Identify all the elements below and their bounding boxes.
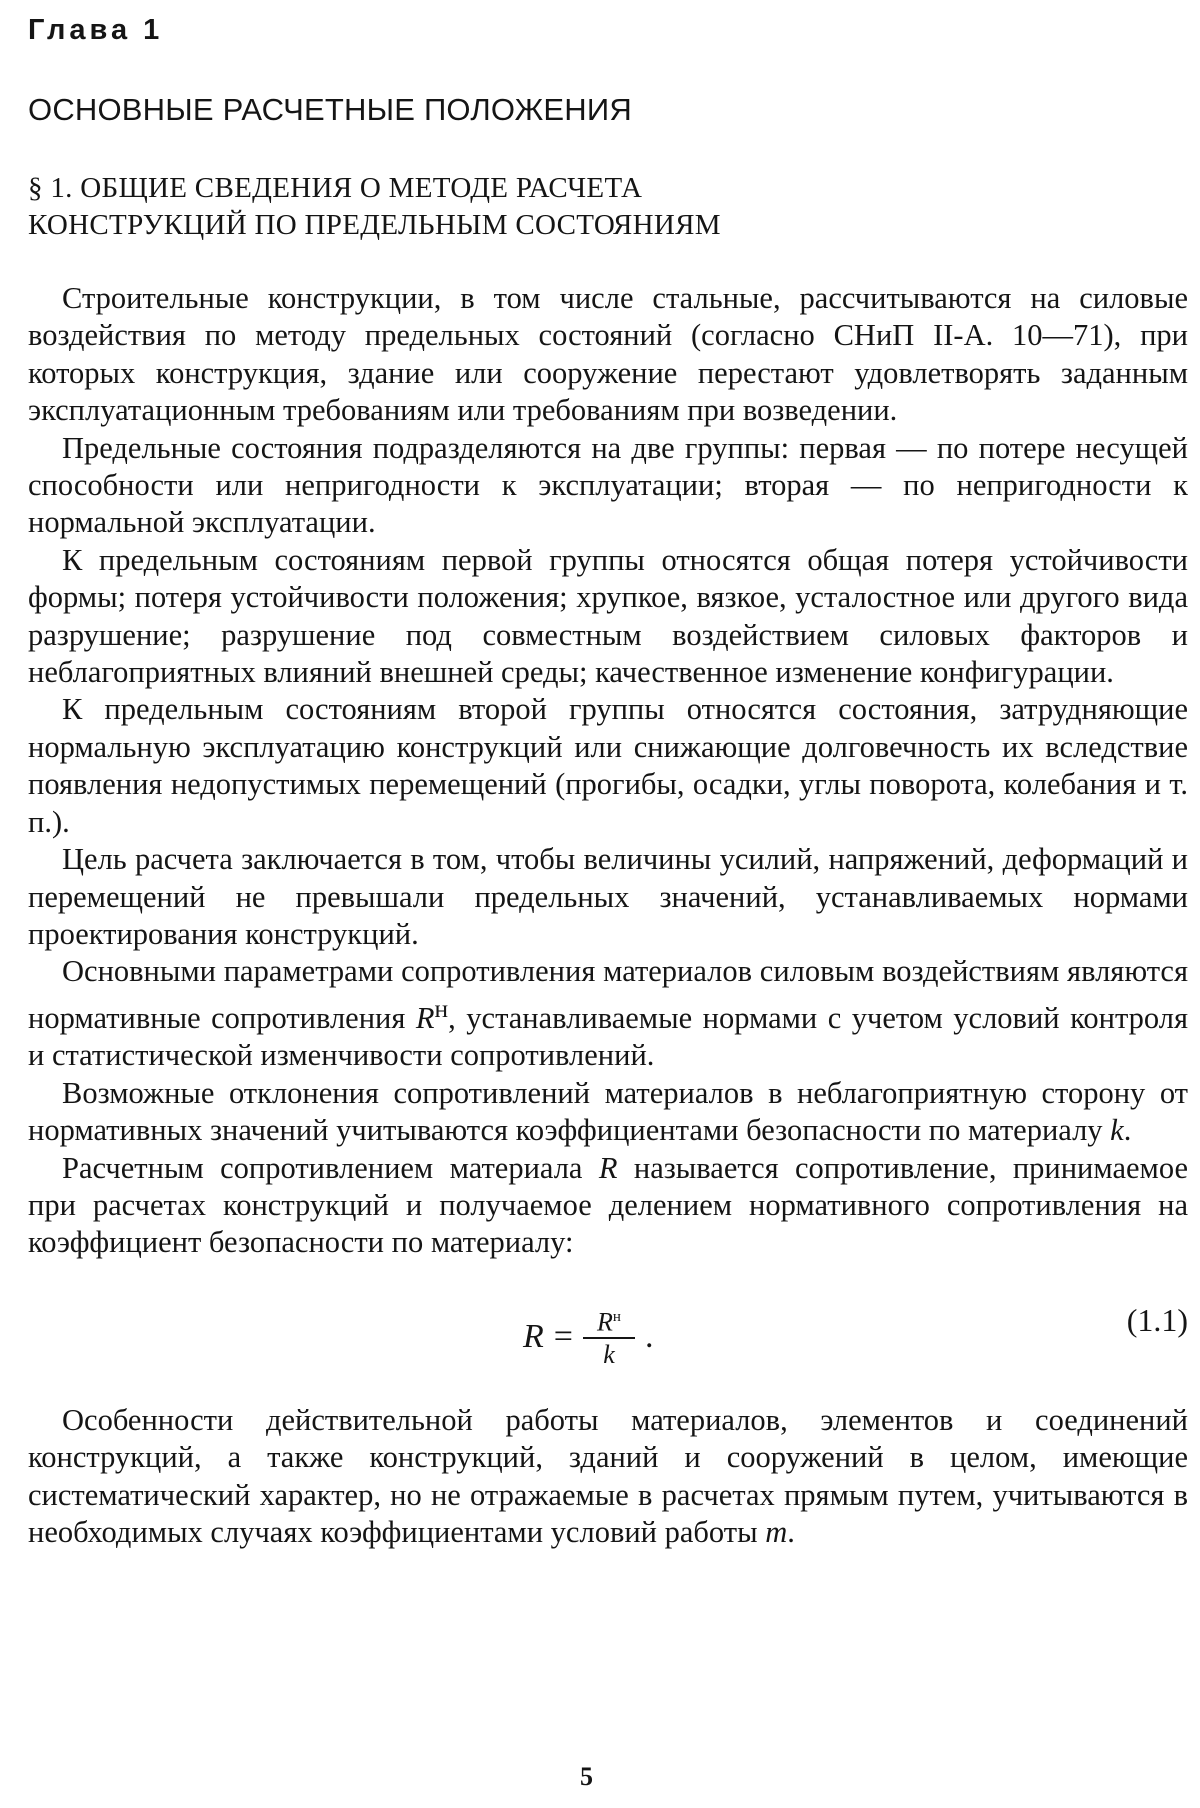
paragraph-2: Предельные состояния подразделяются на две группы: первая — по потере несущей способности или непригодности к эксплуатации; вторая — по непригодности к нормальной эксплуатации. [28, 430, 1188, 540]
formula-numerator-superscript: н [612, 1308, 621, 1325]
formula-number: (1.1) [1126, 1301, 1188, 1338]
paragraph-6-text-b: , устанавливаемые нормами с учетом условий контроля и статистической изменчивости сопротивлений. [28, 1000, 1188, 1073]
section-heading-line-1: § 1. ОБЩИЕ СВЕДЕНИЯ О МЕТОДЕ РАСЧЕТА [28, 172, 643, 204]
chapter-title: ОСНОВНЫЕ РАСЧЕТНЫЕ ПОЛОЖЕНИЯ [28, 92, 632, 127]
formula-equals: = [553, 1317, 573, 1355]
formula-1-1 [28, 1262, 1188, 1402]
page-number: 5 [580, 1762, 593, 1791]
paragraph-9-text-b: . [787, 1514, 795, 1549]
formula-lhs: R [523, 1317, 544, 1355]
paragraph-6-text-a: Основными параметрами сопротивления материалов силовым воздействиям являются нормативные сопротивления [28, 954, 1188, 1035]
paragraph-4: К предельным состояниям второй группы относятся состояния, затрудняющие нормальную эксплуатацию конструкций или снижающие долговечность их вследствие появления недопустимых перемещений (прогибы, осадки, углы поворота, колебания и т. п.). [28, 692, 1188, 839]
formula-trailing-period: . [644, 1317, 654, 1355]
paragraph-9 [28, 1402, 1188, 1552]
paragraph-5: Цель расчета заключается в том, чтобы величины усилий, напряжений, деформаций и перемещений не превышали предельных значений, устанавливаемых нормами проектирования конструкций. [28, 842, 1188, 951]
design-resistance-symbol: R [598, 1150, 618, 1185]
paragraph-8 [28, 1150, 1188, 1262]
paragraph-8-text-b: называется сопротивление, принимаемое при расчетах конструкций и получаемое делением нормативного сопротивления на коэффициент безопасности по материалу: [28, 1150, 1188, 1260]
paragraph-7-text-b: . [1123, 1113, 1132, 1148]
safety-factor-symbol: k [1110, 1113, 1124, 1148]
paragraph-1: Строительные конструкции, в том числе стальные, рассчитываются на силовые воздействия по методу предельных состояний (согласно СНиП II-А. 10—71), при которых конструкция, здание или сооружение перестают удовлетворять заданным эксплуатационным требованиям или требованиям при возведении. [28, 281, 1188, 428]
formula-denominator: k [603, 1340, 615, 1370]
paragraph-7 [28, 1075, 1188, 1150]
formula-fraction [583, 1302, 635, 1372]
section-heading [28, 170, 721, 244]
formula-numerator-symbol: R [597, 1307, 613, 1337]
paragraph-6 [28, 953, 1188, 1074]
paragraph-7-text-a: Возможные отклонения сопротивлений материалов в неблагоприятную сторону от нормативных значений учитываются коэффициентами безопасности по материалу [28, 1075, 1188, 1148]
body-text [28, 280, 1188, 1551]
normative-resistance-symbol: R [415, 1000, 435, 1035]
normative-resistance-superscript: н [434, 994, 449, 1023]
paragraph-8-text-a: Расчетным сопротивлением материала [62, 1150, 599, 1185]
paragraph-3: К предельным состояниям первой группы относятся общая потеря устойчивости формы; потеря устойчивости положения; хрупкое, вязкое, усталостное или другого вида разрушение; разрушение под совместным воздействием силовых факторов и неблагоприятных влияний внешней среды; качественное изменение конфигурации. [28, 542, 1188, 690]
formula-numerator [597, 1302, 621, 1338]
work-conditions-factor-symbol: m [765, 1514, 788, 1549]
formula-expression [523, 1302, 653, 1372]
paragraph-9-text-a: Особенности действительной работы материалов, элементов и соединений конструкций, а также конструкций, зданий и сооружений в целом, имеющие систематический характер, но не отражаемые в расчетах прямым путем, учитываются в необходимых случаях коэффициентами условий работы [28, 1402, 1188, 1549]
chapter-label: Глава 1 [28, 14, 164, 46]
section-heading-line-2: КОНСТРУКЦИЙ ПО ПРЕДЕЛЬНЫМ СОСТОЯНИЯМ [28, 209, 721, 241]
